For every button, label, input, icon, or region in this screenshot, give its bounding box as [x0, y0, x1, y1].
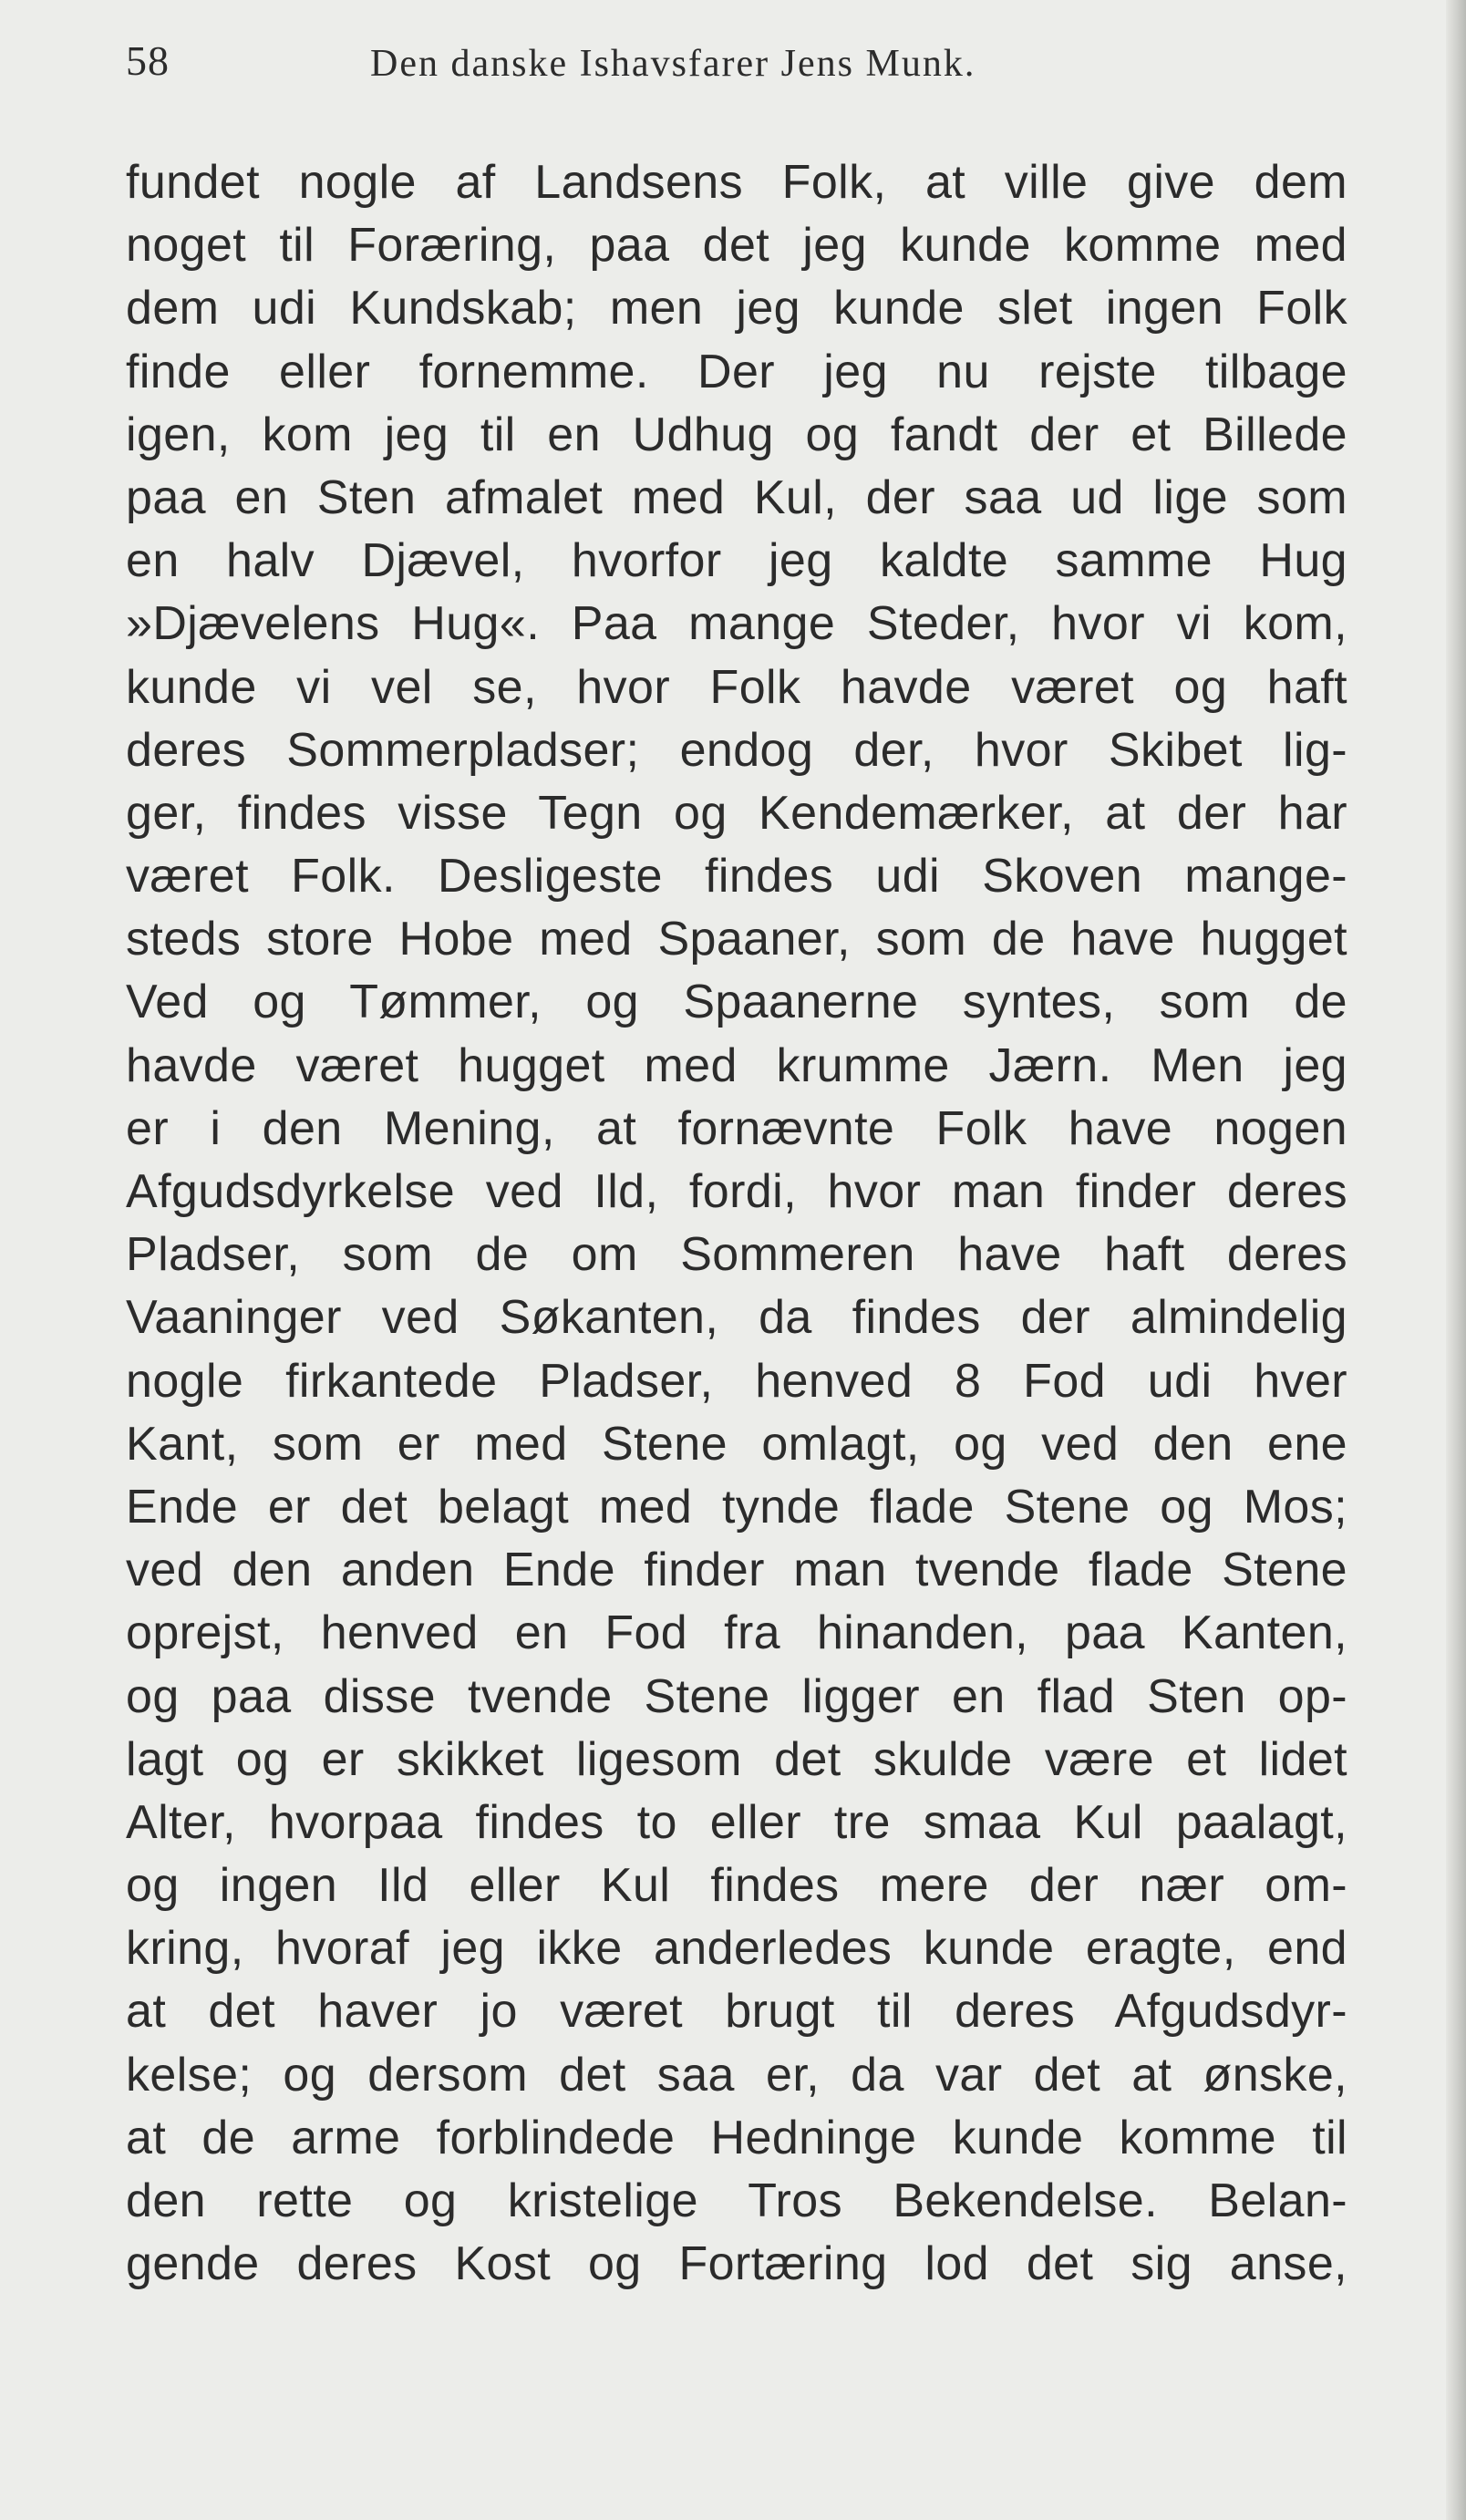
text-line: at de arme forblindede Hedninge kunde komme til: [126, 2111, 1347, 2164]
text-line: nogle firkantede Pladser, henved 8 Fod udi hver: [126, 1354, 1347, 1408]
text-line: oprejst, henved en Fod fra hinanden, paa Kanten,: [126, 1606, 1347, 1660]
text-line: fundet nogle af Landsens Folk, at ville give dem: [126, 156, 1347, 209]
text-line: Alter, hvorpaa findes to eller tre smaa Kul paalagt,: [126, 1795, 1347, 1849]
text-line: gende deres Kost og Fortæring lod det sig anse,: [126, 2237, 1347, 2291]
text-line: kunde vi vel se, hvor Folk havde været og haft: [126, 660, 1347, 714]
text-line: paa en Sten afmalet med Kul, der saa ud lige som: [126, 470, 1347, 524]
text-line: havde været hugget med krumme Jærn. Men jeg: [126, 1038, 1347, 1092]
page-edge-shadow: [1446, 0, 1466, 2520]
text-line: og ingen Ild eller Kul findes mere der nær om-: [126, 1859, 1347, 1913]
text-line: finde eller fornemme. Der jeg nu rejste tilbage: [126, 345, 1347, 398]
text-line: ger, findes visse Tegn og Kendemærker, at der har: [126, 786, 1347, 840]
text-line: Vaaninger ved Søkanten, da findes der almindelig: [126, 1291, 1347, 1345]
text-line: Afgudsdyrkelse ved Ild, fordi, hvor man finder deres: [126, 1165, 1347, 1218]
text-line: været Folk. Desligeste findes udi Skoven mange-: [126, 850, 1347, 904]
text-line: kring, hvoraf jeg ikke anderledes kunde eragte, end: [126, 1922, 1347, 1976]
text-line: lagt og er skikket ligesom det skulde være et lidet: [126, 1732, 1347, 1786]
text-line: steds store Hobe med Spaaner, som de have hugget: [126, 913, 1347, 966]
body-text: [126, 151, 1347, 2296]
text-line: at det haver jo været brugt til deres Afgudsdyr-: [126, 1985, 1347, 2039]
running-header: [126, 36, 1347, 91]
running-title: Den danske Ishavsfarer Jens Munk.: [370, 43, 976, 85]
text-line: er i den Mening, at fornævnte Folk have nogen: [126, 1101, 1347, 1155]
text-line: og paa disse tvende Stene ligger en flad Sten op-: [126, 1669, 1347, 1723]
text-line: »Djævelens Hug«. Paa mange Steder, hvor vi kom,: [126, 597, 1347, 651]
text-line: Ende er det belagt med tynde flade Stene og Mos;: [126, 1480, 1347, 1534]
text-line: den rette og kristelige Tros Bekendelse. Belan-: [126, 2174, 1347, 2227]
page-number: 58: [126, 37, 170, 84]
text-line: kelse; og dersom det saa er, da var det at ønske,: [126, 2048, 1347, 2102]
text-line: igen, kom jeg til en Udhug og fandt der et Billede: [126, 408, 1347, 461]
text-line: dem udi Kundskab; men jeg kunde slet ingen Folk: [126, 282, 1347, 336]
text-line: Ved og Tømmer, og Spaanerne syntes, som de: [126, 976, 1347, 1029]
text-line: Kant, som er med Stene omlagt, og ved den ene: [126, 1417, 1347, 1471]
text-line: ved den anden Ende finder man tvende flade Stene: [126, 1544, 1347, 1597]
text-line: Pladser, som de om Sommeren have haft deres: [126, 1228, 1347, 1282]
text-line: deres Sommerpladser; endog der, hvor Skibet lig-: [126, 723, 1347, 777]
text-line: en halv Djævel, hvorfor jeg kaldte samme Hug: [126, 534, 1347, 588]
text-line: noget til Foræring, paa det jeg kunde komme med: [126, 219, 1347, 273]
